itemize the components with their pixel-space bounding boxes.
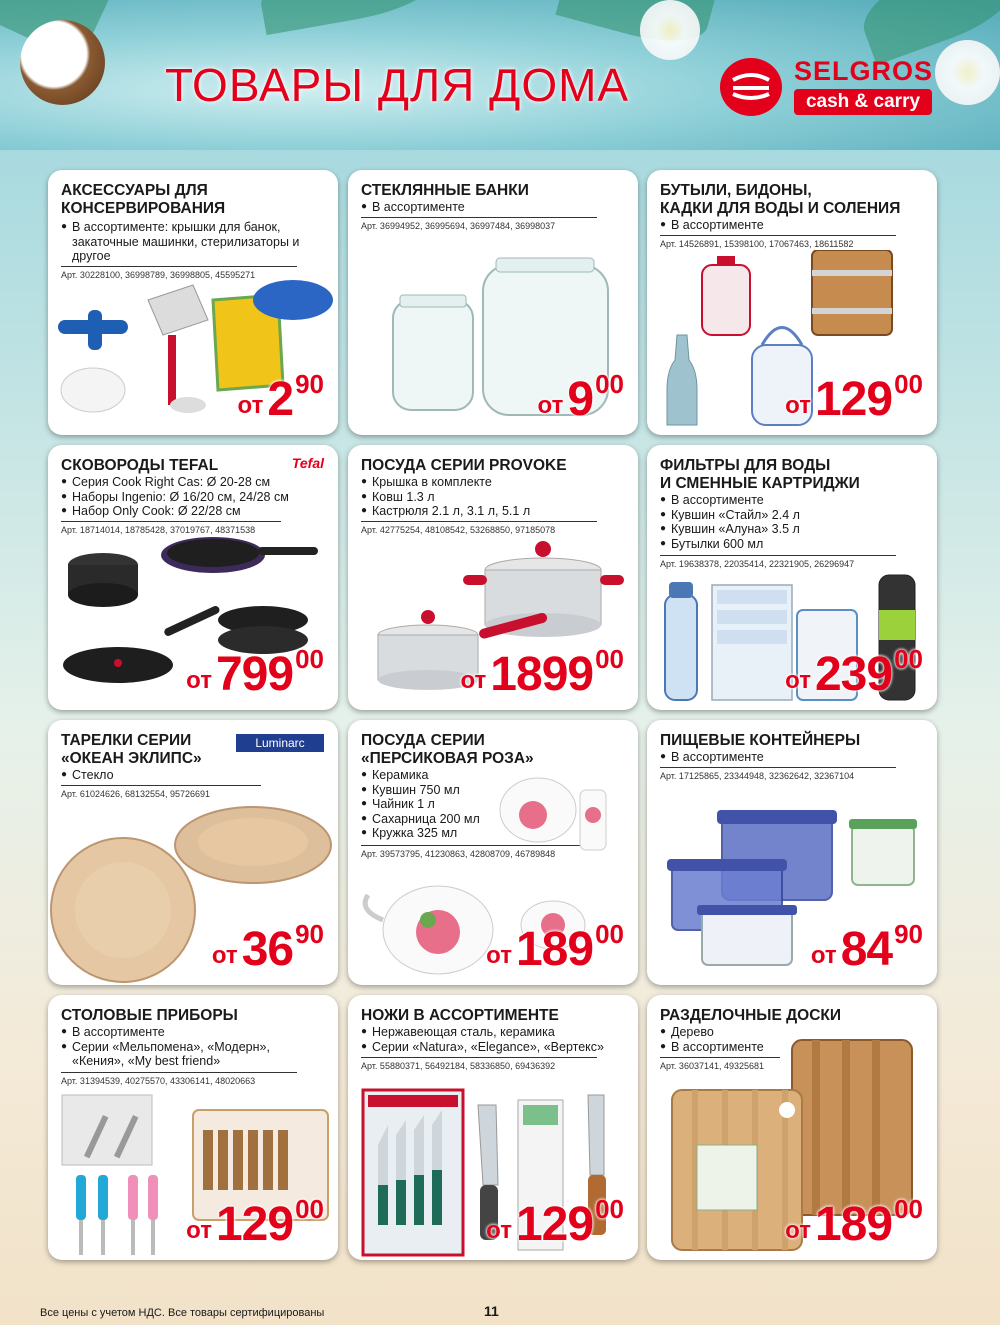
card-bullets — [361, 475, 631, 519]
card-bullet: ● Бутылки 600 мл — [660, 537, 930, 552]
card-bullet: ● Серии «Natura», «Elegance», «Вертекс» — [361, 1040, 631, 1055]
page-title: ТОВАРЫ ДЛЯ ДОМА — [165, 59, 630, 111]
luminarc-brand-logo: Luminarc — [236, 734, 324, 752]
product-card-ocean-eclipse-plates[interactable] — [48, 720, 338, 985]
card-bullet: ● Кувшин «Стайл» 2.4 л — [660, 508, 930, 523]
price-tag: от23900 — [785, 644, 923, 701]
card-title-line: КОНСЕРВИРОВАНИЯ — [61, 200, 226, 217]
card-bullet: ● Керамика — [361, 768, 511, 783]
price-tag: от189900 — [460, 644, 624, 701]
card-bullet: ● В ассортименте — [660, 218, 920, 233]
card-article-numbers: Арт. 39573795, 41230863, 42808709, 46789848 — [361, 845, 597, 859]
product-card-bottles-barrels[interactable] — [647, 170, 937, 435]
card-title-line: КАДКИ ДЛЯ ВОДЫ И СОЛЕНИЯ — [660, 200, 901, 217]
card-bullet: ● В ассортименте — [660, 493, 930, 508]
price-tag: от290 — [237, 369, 324, 426]
card-bullet: ● Чайник 1 л — [361, 797, 511, 812]
product-card-water-filters[interactable] — [647, 445, 937, 710]
coconut-decoration — [20, 20, 105, 105]
card-title-line: «ОКЕАН ЭКЛИПС» — [61, 750, 202, 767]
price-tag: от18900 — [785, 1194, 923, 1251]
card-article-numbers: Арт. 36037141, 49325681 — [660, 1057, 780, 1071]
product-card-peach-rose-ceramics[interactable] — [348, 720, 638, 985]
card-title-line: ПИЩЕВЫЕ КОНТЕЙНЕРЫ — [660, 732, 861, 749]
price-tag: от79900 — [186, 644, 324, 701]
card-bullet: ● В ассортименте — [61, 1025, 301, 1040]
card-bullet: ● Нержавеющая сталь, керамика — [361, 1025, 631, 1040]
card-bullet: ● В ассортименте — [660, 1040, 920, 1055]
card-article-numbers: Арт. 42775254, 48108542, 53268850, 97185078 — [361, 521, 597, 535]
logo-name: SELGROS — [794, 56, 934, 86]
card-article-numbers: Арт. 55880371, 56492184, 58336850, 69436392 — [361, 1057, 597, 1071]
price-tag: от3690 — [211, 919, 324, 976]
card-bullet: ● Набор Only Cook: Ø 22/28 см — [61, 504, 331, 519]
card-article-numbers: Арт. 17125865, 23344948, 32362642, 32367104 — [660, 767, 896, 781]
price-tag: от8490 — [810, 919, 923, 976]
card-bullet: ● Стекло — [61, 768, 321, 783]
price-tag: от12900 — [186, 1194, 324, 1251]
product-card-knives[interactable] — [348, 995, 638, 1260]
footer-note: Все цены с учетом НДС. Все товары сертифицированы — [40, 1307, 325, 1319]
card-bullet: ● Кастрюля 2.1 л, 3.1 л, 5.1 л — [361, 504, 631, 519]
flower-decoration — [640, 0, 700, 60]
card-title-line: РАЗДЕЛОЧНЫЕ ДОСКИ — [660, 1007, 841, 1024]
card-bullets — [660, 493, 930, 551]
card-bullet: ● Кувшин 750 мл — [361, 783, 511, 798]
card-bullets — [61, 768, 321, 783]
page-number: 11 — [484, 1303, 499, 1319]
card-title-line: НОЖИ В АССОРТИМЕНТЕ — [361, 1007, 559, 1024]
palm-leaf-decoration — [256, 0, 444, 35]
card-bullet: ● Наборы Ingenio: Ø 16/20 см, 24/28 см — [61, 490, 331, 505]
card-article-numbers: Арт. 31394539, 40275570, 43306141, 48020663 — [61, 1072, 297, 1086]
card-title-line: БУТЫЛИ, БИДОНЫ, — [660, 182, 812, 199]
card-bullet: ● Дерево — [660, 1025, 920, 1040]
card-bullet: ● В ассортименте: крышки для банок, закаточные машинки, стерилизаторы и другое — [61, 220, 321, 264]
product-card-food-containers[interactable] — [647, 720, 937, 985]
tefal-brand-logo: Tefal — [291, 455, 324, 471]
card-title-line: ПОСУДА СЕРИИ — [361, 732, 485, 749]
card-bullets — [660, 218, 920, 233]
card-bullet: ● В ассортименте — [660, 750, 920, 765]
card-bullet: ● Крышка в комплекте — [361, 475, 631, 490]
card-bullets — [61, 1025, 301, 1069]
card-bullets — [361, 200, 621, 215]
card-bullet: ● В ассортименте — [361, 200, 621, 215]
card-title-line: «ПЕРСИКОВАЯ РОЗА» — [361, 750, 534, 767]
card-article-numbers: Арт. 19638378, 22035414, 22321905, 26296947 — [660, 555, 896, 569]
card-bullets — [361, 1025, 631, 1054]
card-bullet: ● Серии «Мельпомена», «Модерн», «Кения», «My best friend» — [61, 1040, 301, 1069]
card-title-line: АКСЕССУАРЫ ДЛЯ — [61, 182, 208, 199]
card-article-numbers: Арт. 61024626, 68132554, 95726691 — [61, 785, 261, 799]
product-card-glass-jars[interactable] — [348, 170, 638, 435]
card-title-line: ФИЛЬТРЫ ДЛЯ ВОДЫ — [660, 457, 831, 474]
flower-decoration — [935, 40, 1000, 105]
product-card-canning-accessories[interactable] — [48, 170, 338, 435]
card-title-line: СТЕКЛЯННЫЕ БАНКИ — [361, 182, 529, 199]
card-bullets — [61, 475, 331, 519]
price-tag: от900 — [537, 369, 624, 426]
card-article-numbers: Арт. 30228100, 36998789, 36998805, 45595271 — [61, 266, 297, 280]
price-tag: от12900 — [785, 369, 923, 426]
card-article-numbers: Арт. 36994952, 36995694, 36997484, 36998037 — [361, 217, 597, 231]
card-bullet: ● Кувшин «Алуна» 3.5 л — [660, 522, 930, 537]
product-card-cutlery[interactable] — [48, 995, 338, 1260]
selgros-logo — [720, 56, 935, 118]
logo-tagline: cash & carry — [794, 89, 932, 115]
page-header — [0, 0, 1000, 150]
product-card-provoke-cookware[interactable] — [348, 445, 638, 710]
product-card-cutting-boards[interactable] — [647, 995, 937, 1260]
product-card-tefal-pans[interactable] — [48, 445, 338, 710]
card-title-line: СКОВОРОДЫ TEFAL — [61, 457, 219, 474]
price-tag: от12900 — [486, 1194, 624, 1251]
card-bullet: ● Сахарница 200 мл — [361, 812, 511, 827]
fork-logo-icon — [720, 58, 782, 116]
price-tag: от18900 — [486, 919, 624, 976]
card-bullets — [61, 220, 321, 264]
card-article-numbers: Арт. 14526891, 15398100, 17067463, 18611582 — [660, 235, 896, 249]
card-bullet: ● Ковш 1.3 л — [361, 490, 631, 505]
card-bullet: ● Серия Cook Right Cas: Ø 20-28 см — [61, 475, 331, 490]
card-bullet: ● Кружка 325 мл — [361, 826, 511, 841]
card-article-numbers: Арт. 18714014, 18785428, 37019767, 48371538 — [61, 521, 281, 535]
card-title-line: И СМЕННЫЕ КАРТРИДЖИ — [660, 475, 860, 492]
card-title-line: ТАРЕЛКИ СЕРИИ — [61, 732, 192, 749]
card-bullets — [660, 750, 920, 765]
card-title-line: ПОСУДА СЕРИИ PROVOKE — [361, 457, 567, 474]
card-title-line: СТОЛОВЫЕ ПРИБОРЫ — [61, 1007, 238, 1024]
